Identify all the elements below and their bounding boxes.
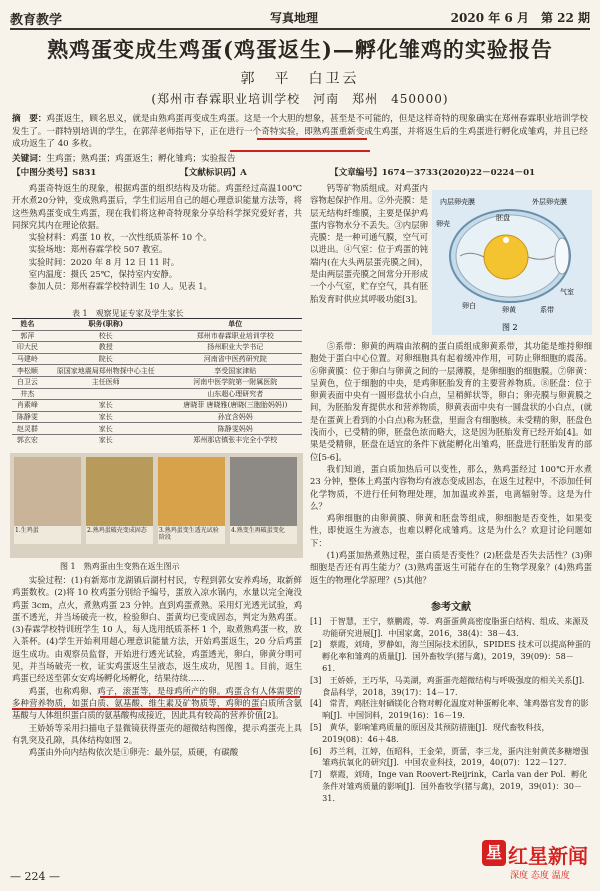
paragraph: 钙等矿物质组成。对鸡蛋内容物起保护作用。②外壳膜：是层无结构纤维膜，主要是保护鸡蛋内容物水分不丢失。③内层卵壳膜：是一种可通气膜，空气可以进出。④气室：位于鸡蛋的钝端内(在大头两层蛋壳膜之间)，是由两层蛋壳膜之间常分开形成一个小气室，贮存空气，具有胚胎发育时供应其呼吸功能[3]。 [310,183,428,304]
table-cell: 印大民 [12,342,43,354]
photo-returned-egg [230,457,297,544]
table-cell: 唐晓菲 唐晓雅(唐晓(三胞胎妈妈)) [169,400,302,412]
egg-diagram-svg [432,190,592,335]
table-header: 职务(职称) [43,319,169,331]
references [310,602,592,805]
table-row [12,365,302,377]
watermark-slogan: 深度 态度 温度 [510,871,570,881]
table-header: 姓名 [12,319,43,331]
running-header [10,6,590,30]
table-cell: 家长 [43,400,169,412]
label-albumen: 卵白 [462,302,476,310]
table-caption: 表 1 观察见证专家及学生家长 [72,309,184,318]
red-underline [12,708,262,710]
table-cell: 山东超心理研究者 [169,388,302,400]
paragraph: 我们知道，蛋白质加热后可以变性，那么，熟鸡蛋经过 100℃开水煮 23 分钟，整体上鸡蛋内容物均有液态变成固态，在返生过程中，不添加任何化学物质，不进行任何物理处理，加加温或养蛋，电离辐射等。这是为什么？ [310,463,592,511]
paragraph: 王娇娇等采用扫描电子显微镜获得蛋壳的超微结构图像，提示鸡蛋壳上具有乳突及孔隙，具体结构如图 2。 [12,722,302,745]
reference-item: [7] 蔡霞，刘琦，Inge van Roovert-Reijrink，Carla van der Pol．孵化条件对雏鸡质量的影响[J]．国外畜牧学(猪与禽)，2019，39(01)：30－31． [310,769,588,803]
table-cell: 郭萍 [12,330,43,342]
paragraph: 鸡蛋奇特返生的现象，根据鸡蛋的组织结构及功能。鸡蛋经过高温100℃开水煮20分钟，变成熟鸡蛋后，学生们运用自己的超心理意识能量方法等，将这些熟鸡蛋变成生鸡蛋，现在我们将这种奇特现象分享给科学探究爱好者，共同探究其内在理论依据。 [12,183,302,230]
table-cell: 赵灵群 [12,423,43,435]
table-row [12,400,302,412]
photo-raw-egg [14,457,81,544]
table-cell: 郑州市春霖职业培训学校 [169,330,302,342]
paragraph: 鸡蛋，也称鸡卵、鸡子，滚蛋等，是母鸡所产的卵。鸡蛋含有人体需要的多种营养物质，如蛋白质、氨基酸、维生素及矿物质等，鸡卵的蛋白质所含氨基酸与人体组织蛋白质的氨基酸构成接近，因此具有较高的营养价值[2]。 [12,685,302,721]
photo-label: 1.生鸡蛋 [14,526,81,544]
photo-label: 3.熟鸡蛋变生透光试验阶段 [158,526,225,544]
affiliation: (郑州市春霖职业培训学校 河南 郑州 450000) [151,92,449,106]
journal-section: 教育教学 [10,13,63,28]
table-cell: 主任医师 [43,376,169,388]
table-row [12,342,302,354]
table-cell: 肖素峰 [12,400,43,412]
table-cell: 原国家地震局郑州物探中心主任 [43,365,169,377]
table-row [12,434,302,445]
table-cell: 享受国家津贴 [169,365,302,377]
expert-table [12,318,302,446]
table-cell: 校长 [43,330,169,342]
photo-cooked-egg [86,457,153,544]
table-cell: 教授 [43,342,169,354]
table-cell: 郭玄宏 [12,434,43,445]
table-cell: 郑州那店镇张丰完全小学校 [169,434,302,445]
table-row [12,411,302,423]
label-chalaza: 系带 [540,306,554,314]
table-cell: 院长 [43,353,169,365]
figure-1-photos [10,453,303,558]
table-row [12,388,302,400]
reference-item: [3] 王娇娇，王巧华，马美湖，鸡蛋蛋壳超微结构与呼吸强度的相关关系[J]．食品科学，2018，39(17)：14－17． [310,674,591,697]
table-cell [43,388,169,400]
air-cell [555,238,569,274]
paragraph: 参加人员：郑州春霖学校特训生 10 人。见表 1。 [28,281,212,292]
paragraph: ⑤系带：卵黄的两端由浓稠的蛋白质组成卵黄系带，其功能是维持卵细胞处于蛋白中心位置。对卵细胞具有起着缓冲作用，可防止卵细胞的震荡。⑥卵黄膜：位于卵白与卵黄之间的一层薄膜，是卵细胞的细胞膜。⑦卵黄：呈黄色，位于细胞的中央，是鸡卵胚胎发育的主要营养物质。⑧胚盘：位于卵黄表面中央有一圆形盘状小白点，呈稍鲜状等，卵白；卵壳膜与卵黄膜之间，为胚胎发育提供水和营养物质，卵黄表面中央有一圆盘状的小白点，(就是在蛋黄上看到的小白点)称为胚盘，里面含有细胞核。未受精的卵，胚盘色浅而小，已受精的卵，胚盘色浓而略大，这是因为胚胎发育已经开始[4]。如果是受精卵，胚盘在适宜的条件下就能孵化出雏鸡，胚盘进行胚胎发育的部位[5-6]。 [310,341,592,462]
abstract-text: 鸡蛋返生，顾名思义，就是由熟鸡蛋再变成生鸡蛋。这是一个大胆的想象，甚至是不可能的，但是这样奇特的现象确实在郑州春霖职业培训学校发生了。一群特别培训的学生，在郭萍老师指导下，正在进行一个奇特实验，即熟鸡蛋重新变成生鸡蛋，并将返生后的生鸡蛋进行孵化成雏鸡，并且已经成功返生了 40 多枚。 [12,114,588,149]
photo-light-test [158,457,225,544]
reference-item: [4] 常青，鸡胚注射硒镁化合物对孵化温度对种蛋孵化率、雏鸡器官发育的影响[J]．中国饲料，2019(16)：16－19． [310,698,589,721]
keywords [12,152,588,164]
table-cell: 家长 [43,423,169,435]
paragraph: 鸡卵细胞的由卵黄膜、卵黄和胚盘等组成，卵细胞是否变性，如果变性，即使返生为液态，也难以孵化成雏鸡。这是为什么？欢迎讨论问题如下： [310,513,592,548]
journal-name: 写真地理 [270,11,319,25]
reference-item: [1] 于智慧，王宁，蔡鹏霞，等．鸡蛋蛋黄高密度脂蛋白结构、组成、来源及功能研究进展[J]．中国家禽，2016，38(4)：38－43． [310,615,589,638]
star-icon: 星 [482,840,506,866]
table-cell: 李松顺 [12,365,43,377]
figure-2-caption: 图 2 [502,323,518,332]
paragraph: 实验过程：(1)有新郑市龙湖镇后湖村村民，专程到郭女安养鸡场，取新鲜鸡蛋数枚。(2)将 10 枚鸡蛋分别给予编号，蛋放入凉水锅内，水量以完全淹没鸡蛋 3cm，点火，煮熟鸡蛋 23 分钟。直到鸡蛋煮熟。采用灯光透光试验，鸡蛋不透光，并当场破壳一枚，检验卵白、蛋黄均已变成固态，判定为熟鸡蛋。(3)春霖学校特训班学生 10 人，每人选用纸质茶杯 1 个，取煮熟鸡蛋一枚，放入茶杯。(4)学生开始利用超心理意识能量方法，开始鸡蛋返生，20 分后鸡蛋返生成功。由观察员监督，开始进行透光试验，鸡蛋透光，卵白，卵黄分明可见，并当场破壳一枚，证实鸡蛋返生呈液态，返生成功，见图 1。目前，返生鸡蛋已经送至郭女安鸡场孵化场孵化，结果待续…… [12,575,302,684]
germinal-disc [503,237,509,243]
page-number: — 224 — [10,870,60,883]
paragraph: 鸡蛋由外向内结构依次是①卵壳：最外层，质硬，有碳酸 [28,747,239,758]
watermark-brand: 红星新闻 [508,844,588,868]
article-number: 【文章编号】1674－3733(2020)22－0224－01 [330,168,536,178]
paragraph: 实验时间：2020 年 8 月 12 日 11 时。 [28,256,180,267]
table-cell: 白卫云 [12,376,43,388]
paragraph: 实验材料：鸡蛋 10 枚，一次性纸质茶杯 10 个。 [28,232,212,243]
clc-number: 【中图分类号】S831 [12,168,97,178]
doc-code: 【文献标识码】A [180,168,247,178]
table-cell: 河南省中医药研究院 [169,353,302,365]
label-germinal-disc: 胚盘 [496,214,510,222]
keywords-label: 关键词： [12,154,47,164]
table-cell: 孙宜含妈妈 [169,411,302,423]
table-row [12,353,302,365]
figure-2-egg-diagram [432,190,592,335]
table-row [12,376,302,388]
figure-1-caption: 图 1 熟鸡蛋由生变熟在返生图示 [60,562,180,571]
table-cell: 陈静雯 [12,411,43,423]
reference-item: [2] 蔡霞，刘琦，罗静如，海兰国际技术团队，SPIDES 技术可以提高种蛋的孵化率和雏鸡的质量[J]．国外畜牧学(猪与禽)，2019，39(09)：58－61． [310,639,591,673]
table-header: 单位 [169,319,302,331]
issue-info: 2020 年 6 月 第 22 期 [450,11,590,25]
intro-paragraphs [12,182,302,293]
references-heading: 参考文献 [431,602,471,613]
keywords-text: 生鸡蛋；熟鸡蛋；鸡蛋返生；孵化雏鸡；实验报告 [46,154,236,164]
table-cell: 家长 [43,411,169,423]
table-row [12,423,302,435]
table-cell: 家长 [43,434,169,445]
label-inner-membrane: 内层卵壳膜 [440,198,475,206]
paragraph: 实验场地：郑州春霖学校 507 教室。 [28,244,168,255]
table-cell: 井杰 [12,388,43,400]
abstract-label: 摘 要： [12,114,47,124]
photo-label: 2.熟鸡蛋破壳变成固态 [86,526,153,544]
red-underline [100,696,300,698]
label-yolk: 卵黄 [502,306,516,314]
photo-label: 4.熟变生再破蛋变化 [230,526,297,544]
label-air-cell: 气室 [560,288,574,296]
table-cell: 马建岭 [12,353,43,365]
structure-text-body [310,340,592,586]
paragraph: 室内温度：摄氏 25℃，保持室内安静。 [28,269,178,280]
table-row [12,330,302,342]
structure-text-top [310,182,428,305]
label-shell: 卵壳 [436,220,450,228]
table-cell: 河南中医学院第一附属医院 [169,376,302,388]
label-outer-membrane: 外层卵壳膜 [532,198,567,206]
reference-item: [6] 苏兰利，江婷，伍昭科，王金荣，贾蕾，李三龙，蛋内注射黄芪多糖增强雏鸡抗氧化的研究[J]．中国农业科技，2019，40(07)：122－127． [310,745,589,768]
authors: 郭 平 白卫云 [240,71,360,87]
article-title: 熟鸡蛋变成生鸡蛋(鸡蛋返生)—孵化雏鸡的实验报告 [47,37,553,62]
watermark-logo [482,840,592,886]
reference-item: [5] 黄华，影响雏鸡质量的原因及其预防措施[J]．现代畜牧科技，2019(08)：46＋48． [310,721,550,744]
paragraph: (1)鸡蛋加热煮熟过程，蛋白质是否变性？(2)胚盘是否失去活性？(3)卵细胞是否还有再生能力？(3)熟鸡蛋返生可能存在的生物学现象？(4)熟鸡蛋返生的物理化学原理？(5)其他？ [310,550,592,585]
abstract [12,113,588,151]
experiment-body [12,574,302,758]
table-cell: 扬州职业大学书记 [169,342,302,354]
table-cell: 陈静雯妈妈 [169,423,302,435]
red-underline [257,138,367,140]
